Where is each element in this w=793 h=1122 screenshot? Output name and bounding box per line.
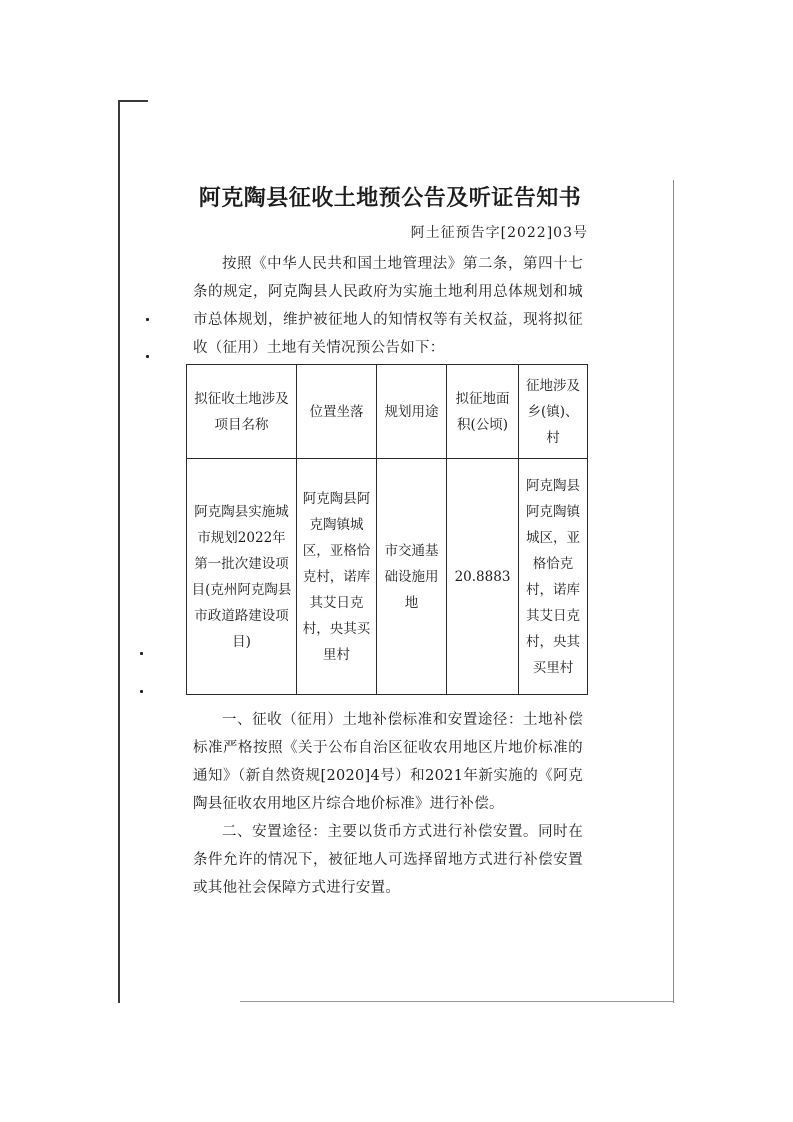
table-row [187, 459, 588, 695]
scan-edge-top [118, 100, 148, 102]
scan-speck [140, 690, 143, 693]
header-planned-usage: 规划用途 [377, 365, 447, 459]
header-project-name: 拟征收土地涉及项目名称 [187, 365, 297, 459]
cell-location: 阿克陶县阿克陶镇城区，亚格恰克村，诺库其艾日克村，央其买里村 [297, 459, 377, 695]
document-title: 阿克陶县征收土地预公告及听证告知书 [198, 185, 582, 211]
document-number: 阿土征预告字[2022]03号 [410, 225, 588, 241]
section-compensation: 一、征收（征用）土地补偿标准和安置途径：土地补偿标准严格按照《关于公布自治区征收农用地区片地价标准的通知》（新自然资规[2020]4号）和2021年新实施的《阿克陶县征收农用地区片综合地价标准》进行补偿。 [193, 712, 583, 812]
scan-speck [146, 355, 149, 358]
cell-townships: 阿克陶县阿克陶镇城区，亚格恰克村，诺库其艾日克村，央其买里村 [519, 459, 588, 695]
scan-edge-right [673, 180, 674, 1003]
land-acquisition-table [186, 364, 588, 695]
scan-edge-bottom [240, 1001, 673, 1002]
cell-planned-usage: 市交通基础设施用地 [377, 459, 447, 695]
scan-edge-left [118, 100, 120, 1003]
scan-speck [140, 652, 143, 655]
section-resettlement: 二、安置途径：主要以货币方式进行补偿安置。同时在条件允许的情况下，被征地人可选择留地方式进行补偿安置或其他社会保障方式进行安置。 [193, 824, 583, 896]
intro-paragraph: 按照《中华人民共和国土地管理法》第二条，第四十七条的规定，阿克陶县人民政府为实施土地利用总体规划和城市总体规划，维护被征地人的知情权等有关权益，现将拟征收（征用）土地有关情况预公告如下： [193, 256, 583, 356]
cell-area: 20.8883 [447, 459, 519, 695]
header-area: 拟征地面积(公顷) [447, 365, 519, 459]
header-townships: 征地涉及乡(镇)、村 [519, 365, 588, 459]
scan-speck [146, 318, 149, 321]
table-header-row [187, 365, 588, 459]
header-location: 位置坐落 [297, 365, 377, 459]
cell-project-name: 阿克陶县实施城市规划2022年第一批次建设项目(克州阿克陶县市政道路建设项目) [187, 459, 297, 695]
